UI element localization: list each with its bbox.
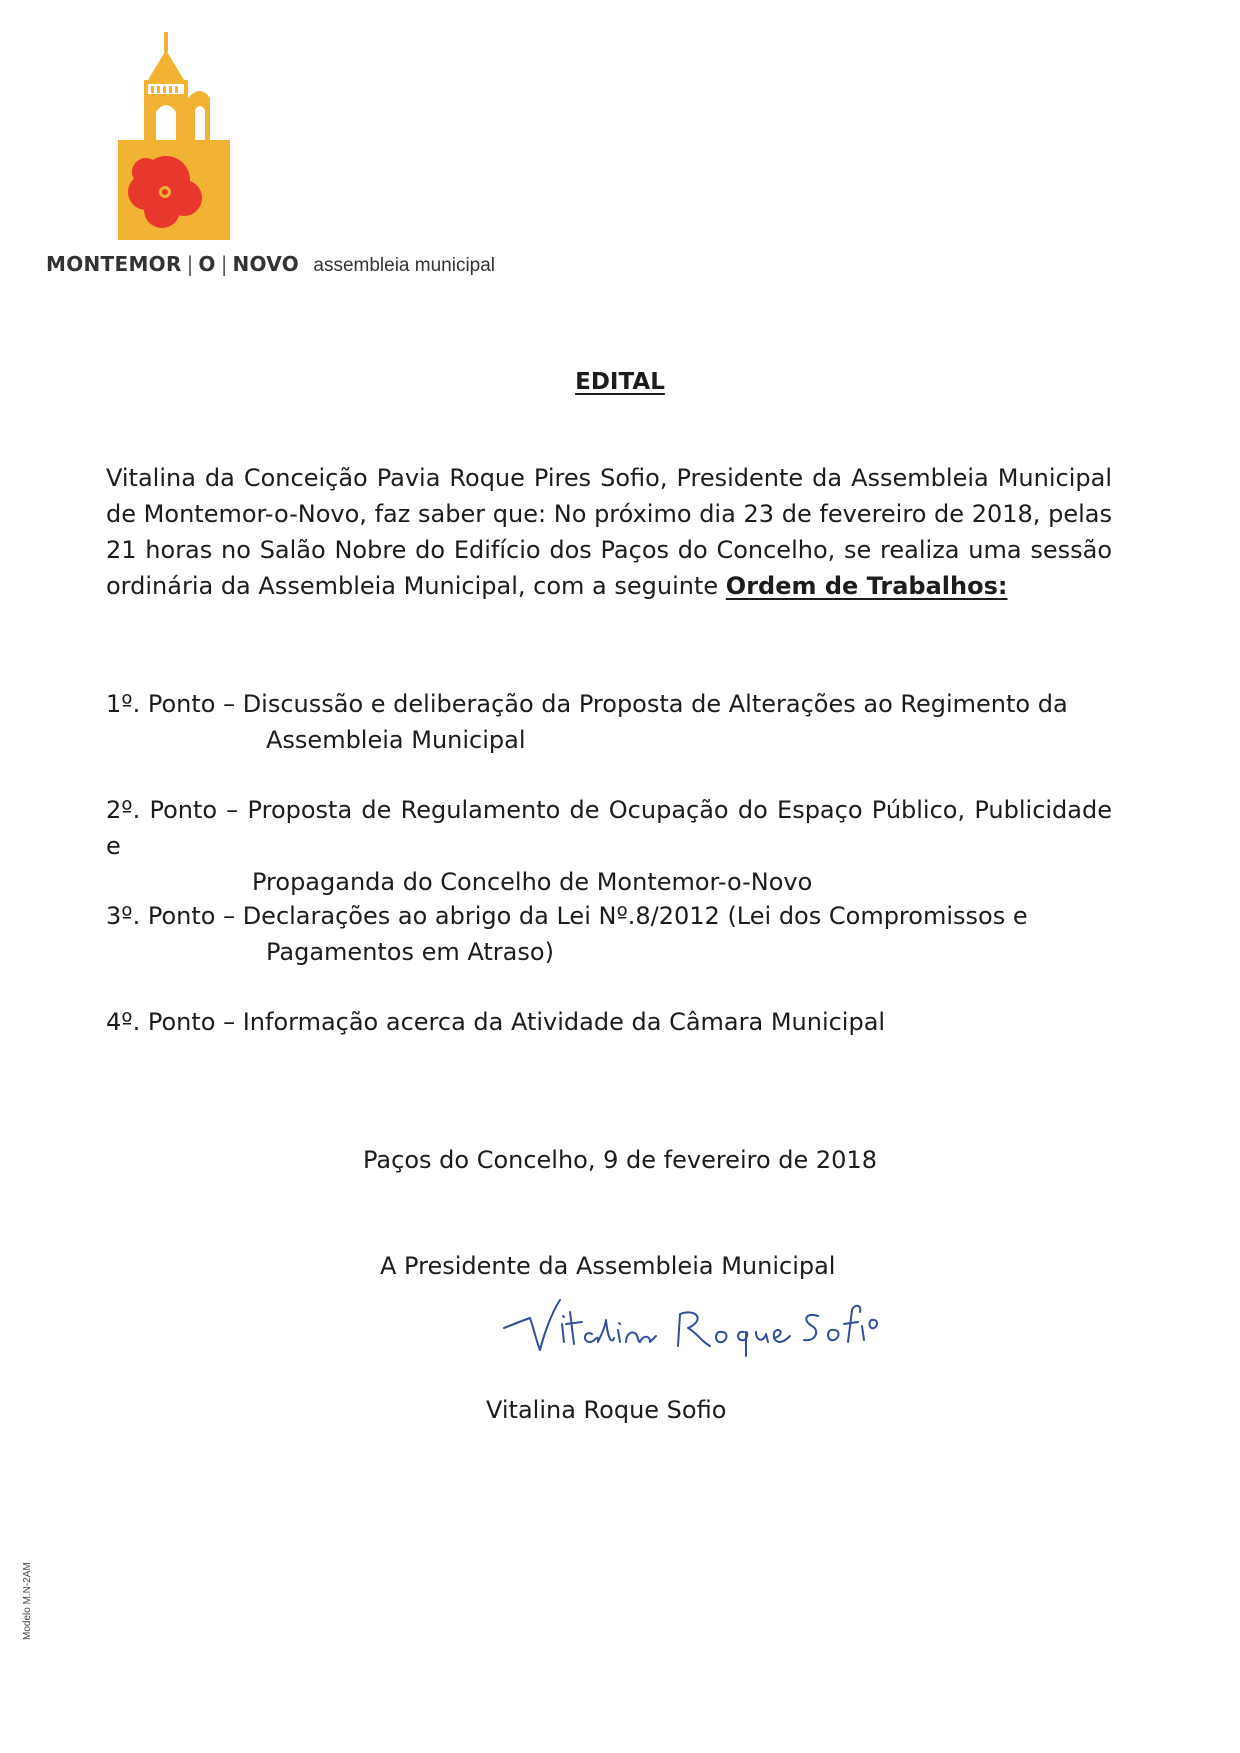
brand-part-2: O: [198, 252, 216, 276]
agenda-item-label: 3º. Ponto – Declarações ao abrigo da Lei Nº.8/2012 (Lei dos Compromissos e: [106, 902, 1028, 930]
footer-model-code: Modelo M.N-2AM: [22, 1562, 33, 1640]
signatory-name: Vitalina Roque Sofio: [486, 1396, 727, 1424]
intro-text: Vitalina da Conceição Pavia Roque Pires Sofio, Presidente da Assembleia Municipal de Montemor-o-Novo, faz saber que: No próximo dia 23 de fevereiro de 2018, pelas 21 horas no Salão Nobre do Edifício dos Paços do Concelho, se realiza uma sessão ordinária da Assembleia Municipal, com a seguinte: [106, 464, 1112, 600]
document-title: EDITAL: [575, 369, 665, 395]
agenda-item-4: [106, 1004, 1112, 1040]
handwritten-signature: [500, 1290, 880, 1360]
agenda-item-continuation: Pagamentos em Atraso): [266, 938, 554, 966]
brand-wordmark: MONTEMOR | O | NOVO assembleia municipal: [46, 252, 496, 276]
agenda-item-2: [106, 792, 1112, 900]
ordem-heading: Ordem de Trabalhos:: [725, 572, 1008, 600]
agenda-item-continuation: Assembleia Municipal: [266, 726, 526, 754]
signatory-role: A Presidente da Assembleia Municipal: [380, 1252, 836, 1280]
agenda-item-label: 4º. Ponto – Informação acerca da Atividade da Câmara Municipal: [106, 1008, 886, 1036]
agenda-item-label: 2º. Ponto – Proposta de Regulamento de Ocupação do Espaço Público, Publicidade e: [106, 796, 1112, 860]
brand-part-3: NOVO: [232, 252, 300, 276]
intro-paragraph: [106, 460, 1112, 604]
agenda-item-1: [106, 686, 1112, 758]
agenda-item-3: [106, 898, 1112, 970]
agenda-item-label: 1º. Ponto – Discussão e deliberação da Proposta de Alterações ao Regimento da: [106, 690, 1068, 718]
brand-part-1: MONTEMOR: [46, 252, 182, 276]
church-logo-icon: [118, 32, 230, 240]
brand-subtitle: assembleia municipal: [313, 255, 496, 276]
place-and-date: Paços do Concelho, 9 de fevereiro de 2018: [363, 1146, 877, 1174]
agenda-item-continuation: Propaganda do Concelho de Montemor-o-Novo: [252, 868, 813, 896]
